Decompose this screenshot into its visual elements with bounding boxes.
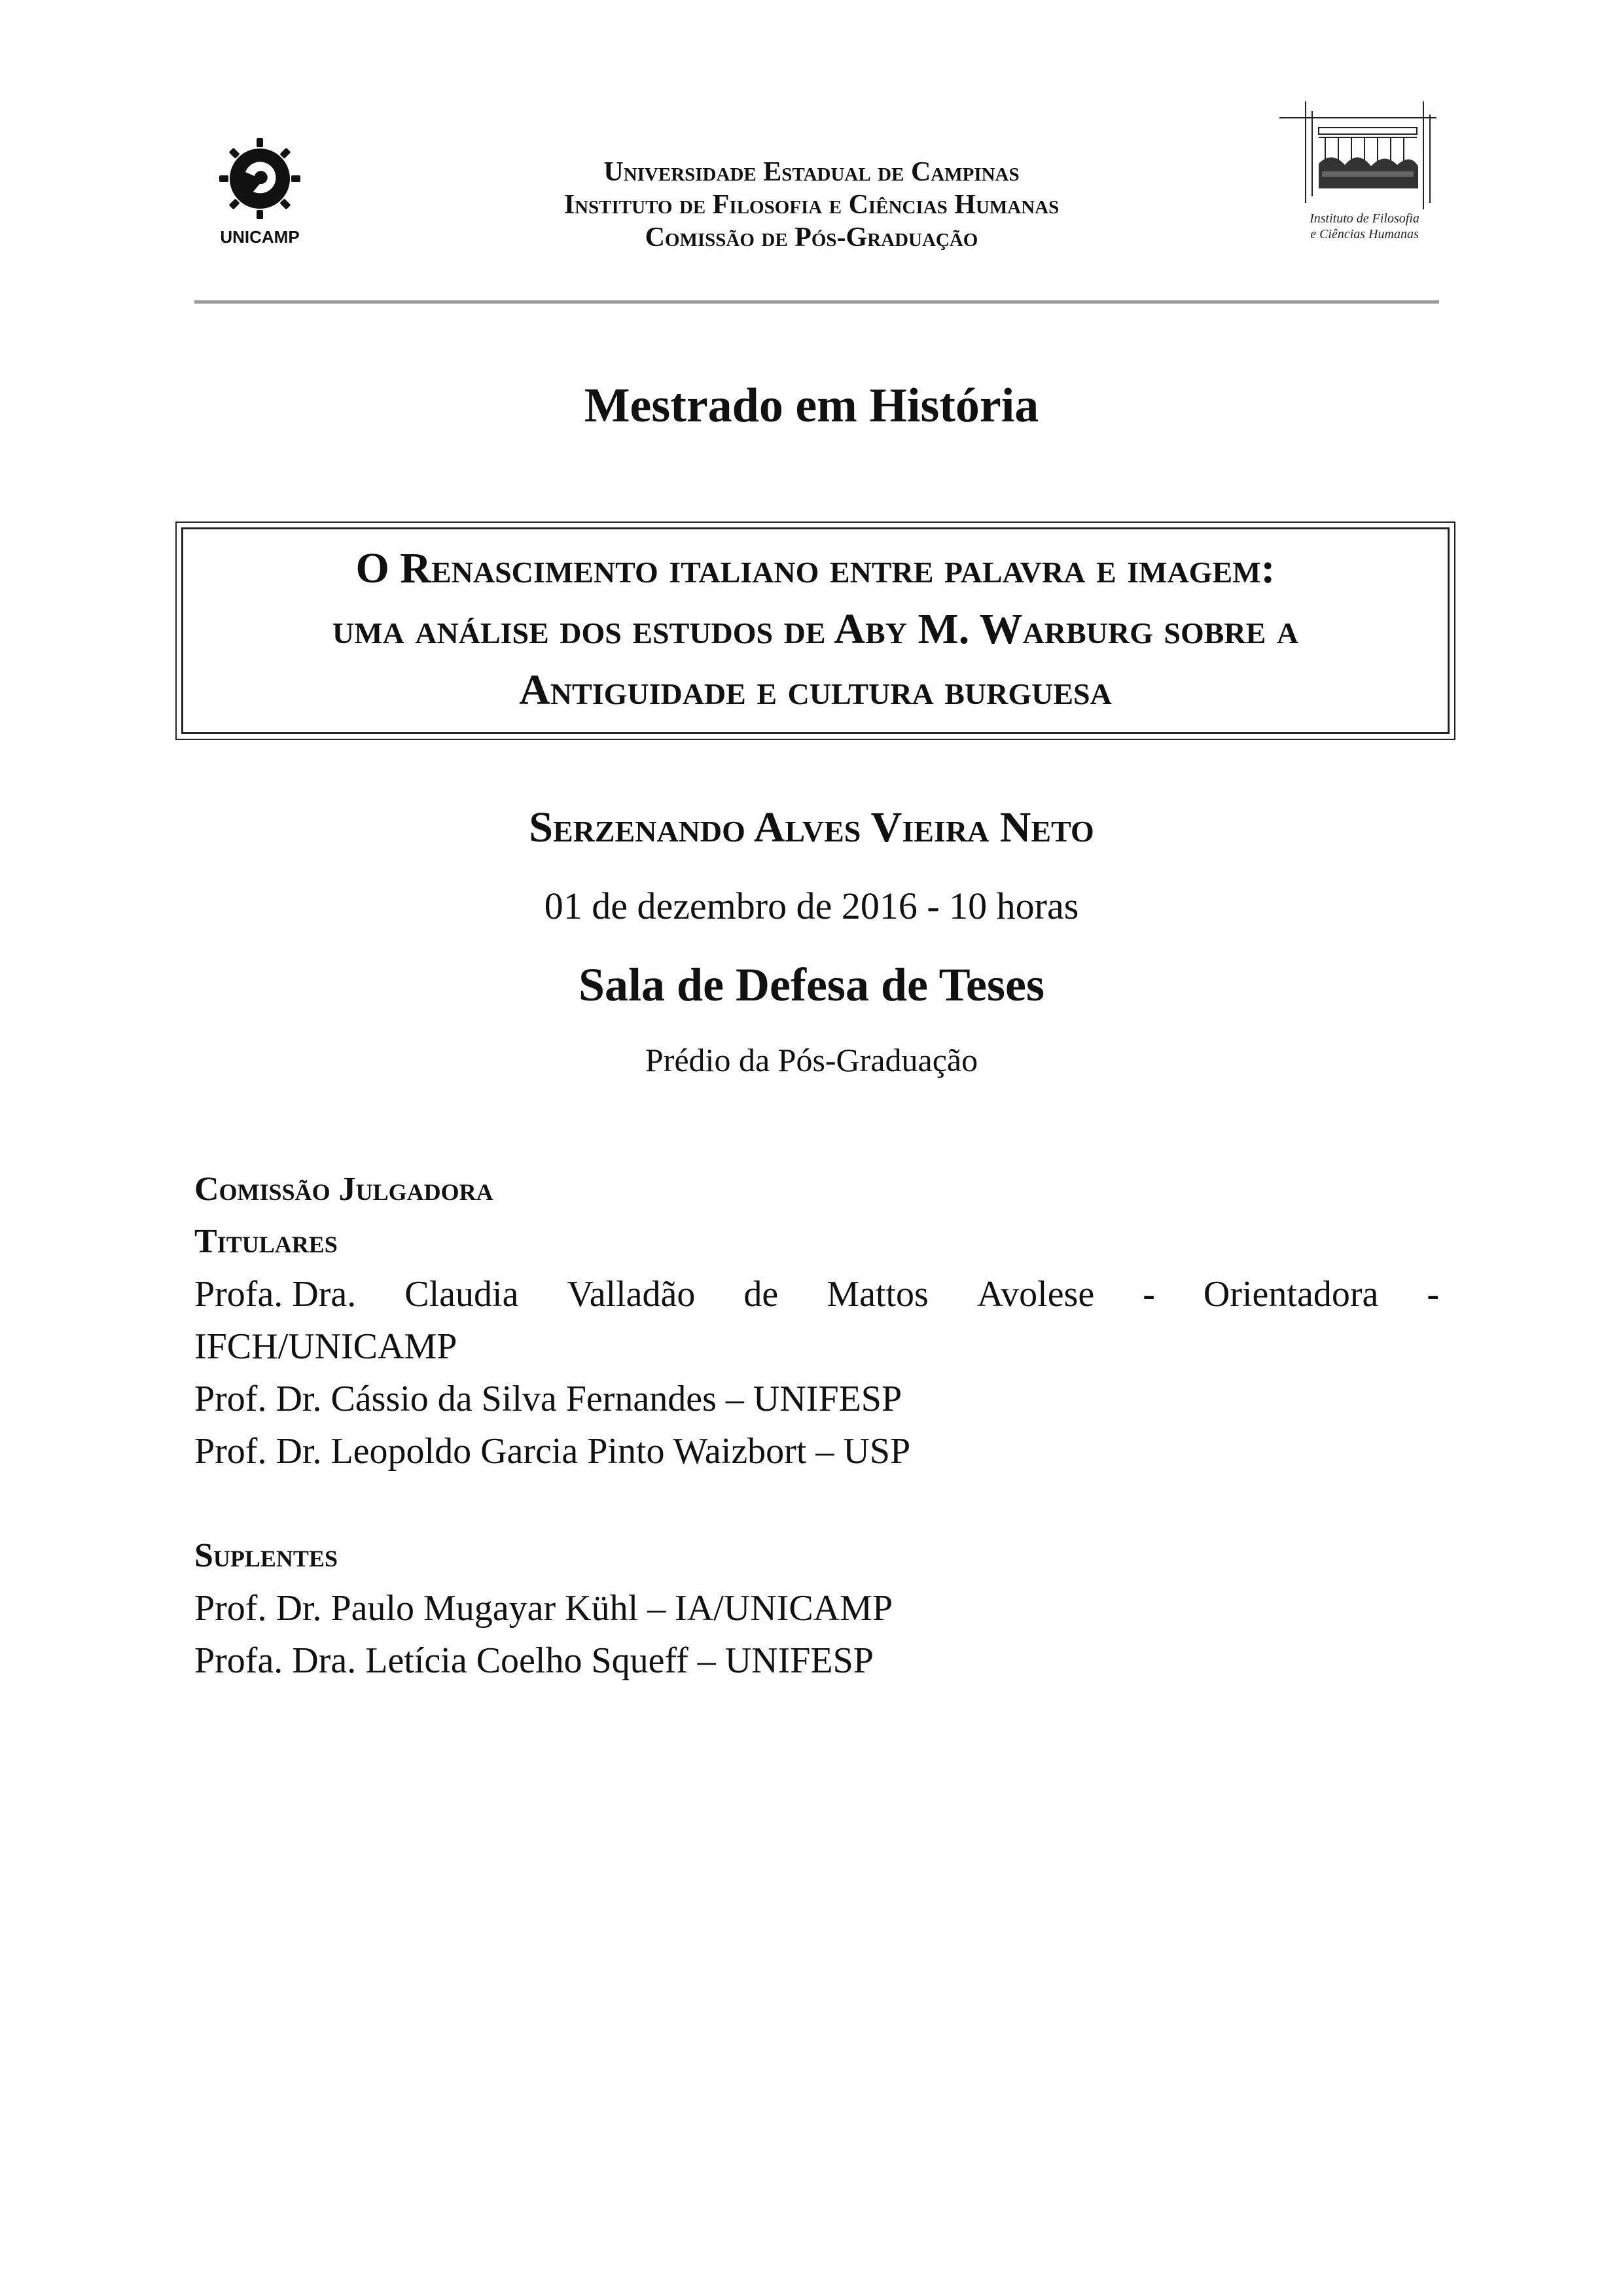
- ifch-logo-text-1: Instituto de Filosofia: [1310, 211, 1419, 226]
- header-institution-block: [366, 156, 1257, 254]
- member-1-word: Valladão: [567, 1274, 696, 1315]
- member-1-word: -: [1427, 1274, 1439, 1315]
- section-spacer: [194, 1477, 1439, 1530]
- defense-room: Sala de Defesa de Teses: [578, 959, 1045, 1011]
- degree-title: Mestrado em História: [584, 379, 1039, 433]
- unicamp-logo: [211, 134, 309, 252]
- committee-member-2: Prof. Dr. Cássio da Silva Fernandes – UNIFESP: [194, 1379, 902, 1419]
- ifch-logo: [1273, 98, 1440, 245]
- suplentes-heading: Suplentes: [194, 1537, 338, 1574]
- committee-member-3: Prof. Dr. Leopoldo Garcia Pinto Waizbort – USP: [194, 1431, 911, 1472]
- committee-member-1-affiliation: IFCH/UNICAMP: [194, 1326, 457, 1367]
- member-1-word: Claudia: [404, 1274, 519, 1315]
- committee-member-1: [194, 1268, 1439, 1320]
- thesis-title: [177, 538, 1454, 720]
- ifch-logo-text-2: e Ciências Humanas: [1310, 227, 1419, 241]
- defense-date: 01 de dezembro de 2016 - 10 horas: [544, 885, 1079, 927]
- defense-building: Prédio da Pós-Graduação: [645, 1042, 978, 1078]
- author-name: Serzenando Alves Vieira Neto: [529, 804, 1094, 851]
- titulares-heading: Titulares: [194, 1223, 338, 1260]
- member-1-word: de: [743, 1274, 779, 1315]
- thesis-title-line-1: O Renascimento italiano entre palavra e imagem:: [355, 544, 1275, 592]
- member-1-word: Mattos: [827, 1274, 929, 1315]
- committee-section: [194, 1163, 1439, 1687]
- substitute-member-1: Prof. Dr. Paulo Mugayar Kühl – IA/UNICAMP: [194, 1588, 893, 1629]
- header-divider: [194, 300, 1439, 304]
- member-1-word: -: [1143, 1274, 1155, 1315]
- institute-name: Instituto de Filosofia e Ciências Humanas: [563, 190, 1060, 220]
- thesis-title-line-3: Antiguidade e cultura burguesa: [519, 666, 1112, 714]
- substitute-member-2: Profa. Dra. Letícia Coelho Squeff – UNIFESP: [194, 1640, 874, 1681]
- member-1-word: Orientadora: [1203, 1274, 1379, 1315]
- university-name: Universidade Estadual de Campinas: [603, 157, 1020, 187]
- unicamp-logo-text: UNICAMP: [220, 227, 300, 247]
- commission-name: Comissão de Pós-Graduação: [645, 222, 978, 253]
- member-1-word: Profa. Dra.: [194, 1274, 357, 1315]
- thesis-title-line-2: uma análise dos estudos de Aby M. Warburg sobre a: [332, 605, 1299, 653]
- member-1-word: Avolese: [976, 1274, 1095, 1315]
- committee-heading: Comissão Julgadora: [194, 1171, 493, 1208]
